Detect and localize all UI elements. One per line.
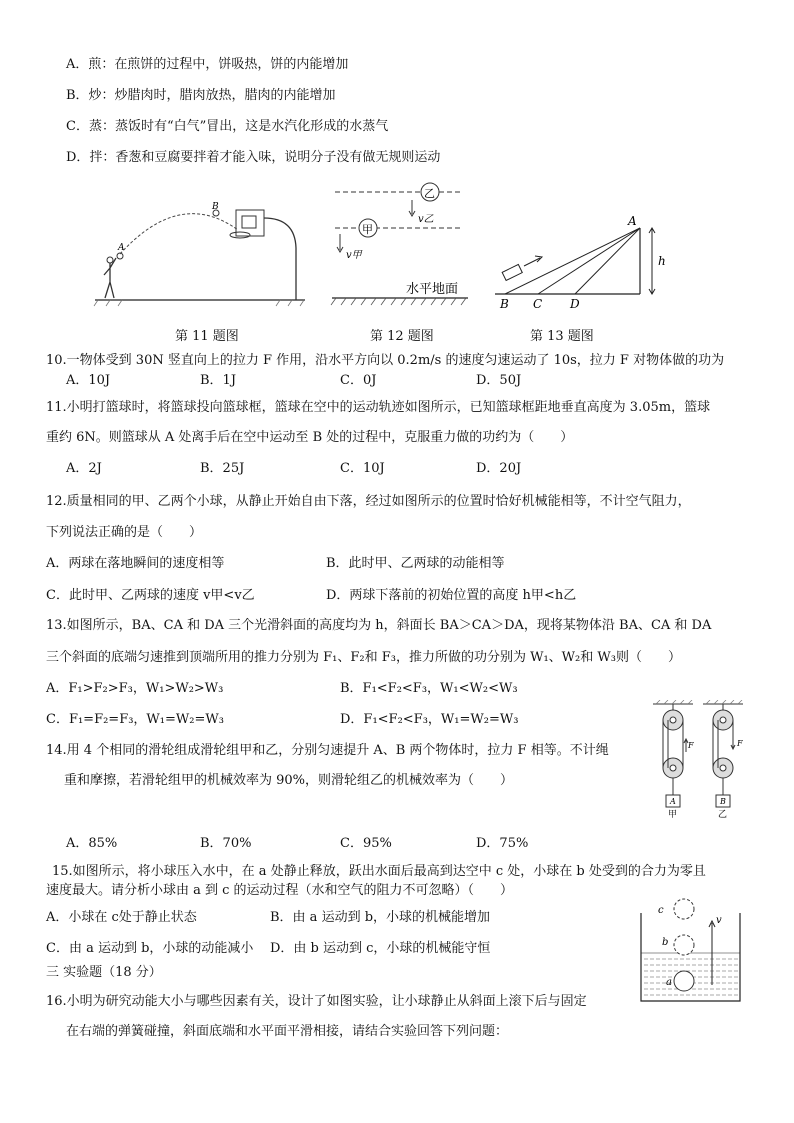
figure-12-caption: 第 12 题图 — [370, 329, 434, 344]
q15-option-b: B．由 a 运动到 b，小球的机械能增加 — [270, 910, 491, 925]
figure-13-caption: 第 13 题图 — [530, 329, 594, 344]
q9-option-b: B．炒：炒腊肉时，腊肉放热，腊肉的内能增加 — [66, 88, 336, 103]
q12-option-a: A．两球在落地瞬间的速度相等 — [46, 556, 225, 571]
q11-stem-line1: 11.小明打篮球时，将篮球投向篮球框，篮球在空中的运动轨迹如图所示，已知篮球框距地垂直高度为 3.05m，篮球 — [46, 400, 711, 415]
fig13-label-h: h — [658, 254, 666, 268]
q12-stem-line2: 下列说法正确的是（ ） — [46, 525, 203, 540]
fig12-ground-label: 水平地面 — [406, 282, 459, 297]
q10-option-c: C．0J — [340, 373, 377, 388]
q12-stem-line1: 12.质量相同的甲、乙两个小球，从静止开始自由下落，经过如图所示的位置时恰好机械能相等，不计空气阻力， — [46, 494, 691, 509]
q13-option-b: B．F₁<F₂<F₃，W₁<W₂<W₃ — [340, 681, 518, 696]
fig14-label-a: A — [670, 797, 676, 806]
fig12-label-v-yi: v乙 — [418, 214, 434, 225]
q15-option-a: A．小球在 c处于静止状态 — [46, 910, 197, 925]
fig15-label-a: a — [666, 977, 672, 988]
q11-option-c: C．10J — [340, 461, 385, 476]
fig14-label-f1: F — [688, 741, 694, 750]
q13-option-a: A．F₁>F₂>F₃，W₁>W₂>W₃ — [46, 681, 224, 696]
figure-12-falling-balls — [330, 180, 470, 310]
section-3-heading: 三 实验题（18 分） — [46, 965, 162, 980]
figure-11-caption: 第 11 题图 — [175, 329, 239, 344]
q10-option-a: A．10J — [66, 373, 111, 388]
fig12-label-yi: 乙 — [424, 187, 435, 200]
fig13-label-b: B — [500, 297, 509, 311]
q14-option-b: B．70% — [200, 836, 252, 851]
fig13-label-a: A — [628, 214, 637, 228]
fig11-label-b: B — [212, 202, 219, 212]
fig13-label-c: C — [533, 297, 543, 311]
fig15-label-v: v — [716, 915, 722, 926]
q10-option-b: B．1J — [200, 373, 237, 388]
q10-option-d: D．50J — [476, 373, 522, 388]
q15-option-c: C．由 a 运动到 b，小球的动能减小 — [46, 941, 254, 956]
q12-option-d: D．两球下落前的初始位置的高度 h甲<h乙 — [326, 588, 577, 603]
q12-option-b: B．此时甲、乙两球的动能相等 — [326, 556, 505, 571]
q13-option-c: C．F₁=F₂=F₃，W₁=W₂=W₃ — [46, 712, 224, 727]
q14-option-d: D．75% — [476, 836, 529, 851]
q13-option-d: D．F₁<F₂<F₃，W₁=W₂=W₃ — [340, 712, 519, 727]
fig11-label-a: A — [118, 243, 125, 253]
q11-option-d: D．20J — [476, 461, 522, 476]
q11-option-b: B．25J — [200, 461, 245, 476]
q16-stem-line1: 16.小明为研究动能大小与哪些因素有关，设计了如图实验，让小球静止从斜面上滚下后与固定 — [46, 994, 587, 1009]
q13-stem-line1: 13.如图所示，BA、CA 和 DA 三个光滑斜面的高度均为 h，斜面长 BA＞CA＞DA，现将某物体沿 BA、CA 和 DA — [46, 618, 712, 633]
fig15-label-b: b — [662, 937, 669, 948]
figure-13-inclines — [490, 210, 670, 315]
fig14-label-jia: 甲 — [668, 810, 678, 818]
q10-stem: 10.一物体受到 30N 竖直向上的拉力 F 作用，沿水平方向以 0.2m/s 的速度匀速运动了 10s，拉力 F 对物体做的功为 — [46, 353, 725, 368]
q15-option-d: D．由 b 运动到 c，小球的机械能守恒 — [270, 941, 491, 956]
q14-option-c: C．95% — [340, 836, 392, 851]
q15-stem-line2: 速度最大。请分析小球由 a 到 c 的运动过程（水和空气的阻力不可忽略）（ ） — [46, 883, 514, 898]
fig12-label-jia: 甲 — [362, 223, 373, 236]
figure-11-basketball — [90, 198, 315, 308]
fig14-label-b: B — [720, 797, 726, 806]
q11-option-a: A．2J — [66, 461, 102, 476]
q14-stem-line1: 14.用 4 个相同的滑轮组成滑轮组甲和乙，分别匀速提升 A、B 两个物体时，拉力 F 相等。不计绳 — [46, 743, 609, 758]
q9-option-a: A．煎：在煎饼的过程中，饼吸热，饼的内能增加 — [66, 57, 349, 72]
q13-stem-line2: 三个斜面的底端匀速推到顶端所用的推力分别为 F₁、F₂和 F₃，推力所做的功分别为 W₁、W₂和 W₃则（ ） — [46, 650, 681, 665]
q11-stem-line2: 重约 6N。则篮球从 A 处离手后在空中运动至 B 处的过程中，克服重力做的功约为（ ） — [46, 430, 574, 445]
figure-14-pulleys — [648, 700, 748, 818]
q15-stem-line1: 15.如图所示，将小球压入水中，在 a 处静止释放，跃出水面后最高到达空中 c 处，小球在 b 处受到的合力为零且 — [52, 864, 706, 879]
fig15-label-c: c — [658, 905, 664, 916]
q9-option-d: D．拌：香葱和豆腐要拌着才能入味，说明分子没有做无规则运动 — [66, 150, 441, 165]
q14-stem-line2: 重和摩擦，若滑轮组甲的机械效率为 90%，则滑轮组乙的机械效率为（ ） — [64, 773, 514, 788]
q14-option-a: A．85% — [66, 836, 118, 851]
fig14-label-f2: F — [737, 739, 743, 748]
q12-option-c: C．此时甲、乙两球的速度 v甲<v乙 — [46, 588, 255, 603]
q9-option-c: C．蒸：蒸饭时有“白气”冒出，这是水汽化形成的水蒸气 — [66, 119, 389, 134]
fig13-label-d: D — [570, 297, 580, 311]
figure-15-ball-in-water — [636, 895, 746, 1007]
q16-stem-line2: 在右端的弹簧碰撞，斜面底端和水平面平滑相接，请结合实验回答下列问题： — [66, 1024, 509, 1039]
fig12-label-v-jia: v甲 — [346, 250, 362, 261]
fig14-label-yi: 乙 — [718, 810, 728, 818]
